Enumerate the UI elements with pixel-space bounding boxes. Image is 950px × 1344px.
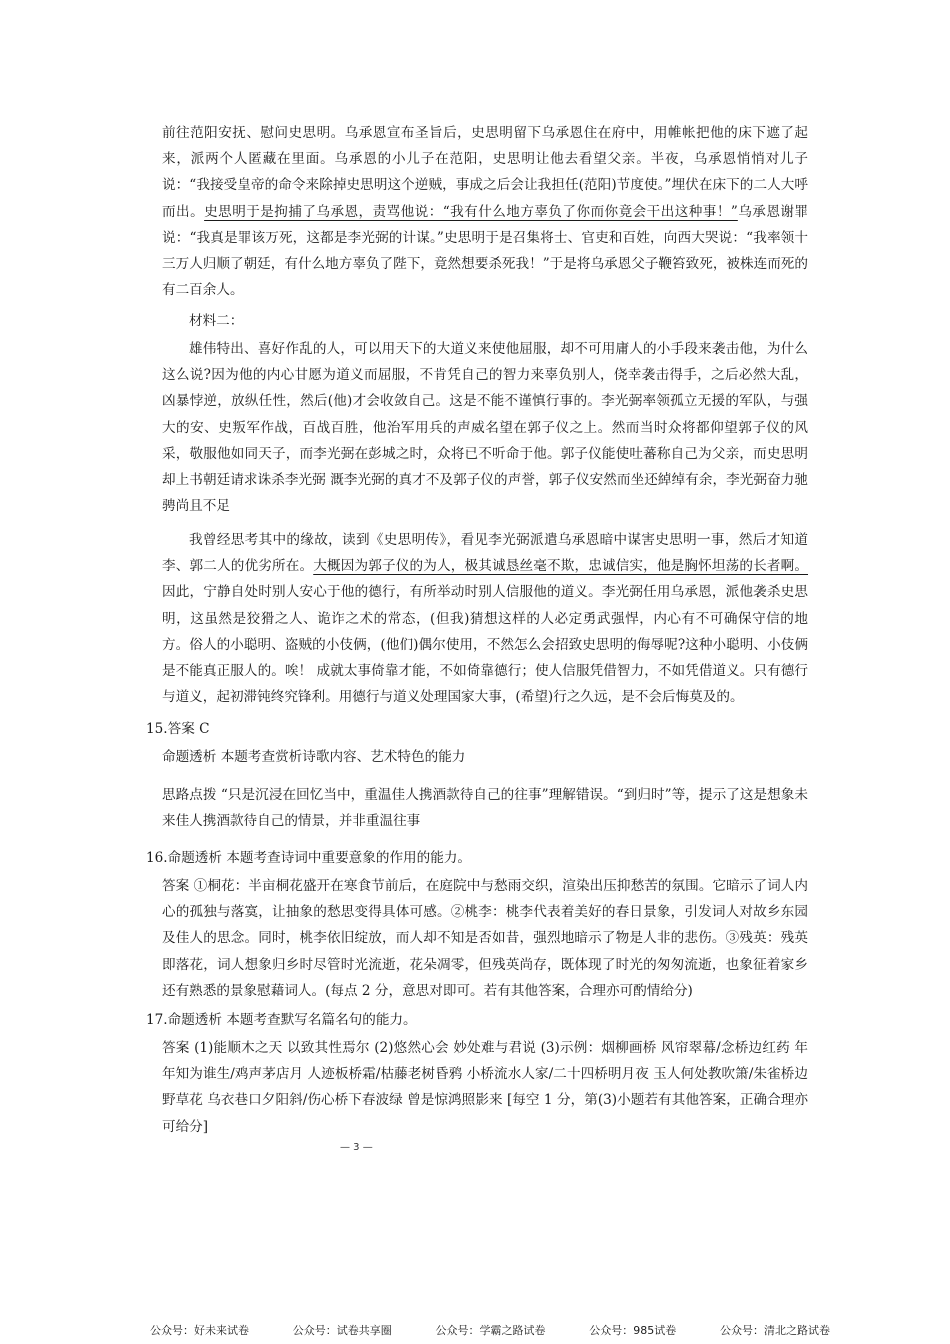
material1-text-b: 乌承恩谢罪说：“我真是罪该万死，这都是李光弼的计谋。”史思明于是召集将士、官吏和百姓，向西大哭说：“我率领十三万人归顺了朝廷，有什么地方辜负了陛下，竟然想要杀死我！”于是将乌承恩父子鞭笞致死，被株连而死的有二百余人。 [162,203,809,299]
footer-item: 公众号：985试卷 [589,1324,677,1337]
material2-paragraph-1: 雄伟特出、喜好作乱的人，可以用天下的大道义来使他屈服，却不可用庸人的小手段来袭击他，为什么这么说?因为他的内心甘愿为道义而屈服，不肯凭自己的智力来辜负别人，侥幸袭击得手，之后必然大乱，凶暴悖逆，放纵任性，然后(他)才会收敛自己。这是不能不谨慎行事的。李光弼率领孤立无援的军队，与强大的安、史叛军作战，百战百胜，他治军用兵的声威名望在郭子仪之上。然而当时众将都仰望郭子仪的风采，敬服他如同天子，而李光弼在彭城之时，众将已不听命于他。郭子仪能使吐蕃称自己为父亲，而史思明却上书朝廷请求诛杀李光弼 溉李光弼的真才不及郭子仪的声誉，郭子仪安然而坐还綽绰有余，李光弼奋力驰骋尚且不足 [162,341,808,515]
q16-heading: 16.命题透析 本题考查诗词中重要意象的作用的能力。 [146,850,472,866]
q16-answer: 答案 ①桐花：半亩桐花盛开在寒食节前后，在庭院中与愁雨交织，渲染出压抑愁苦的氛围。它暗示了词人内心的孤独与落寞，让抽象的愁思变得具体可感。②桃李：桃李代表着美好的春日景象，引发词人对故乡东园及佳人的思念。同时，桃李依旧绽放，而人却不知是否如昔，强烈地暗示了物是人非的悲伤。③残英：残英即落花，词人想象归乡时尽管时光流逝，花朵凋零，但残英尚存，既体现了时光的匆匆流逝，也象征着家乡还有熟悉的景象慰藉词人。(每点 2 分，意思对即可。若有其他答案，合理亦可酌情给分) [162,878,808,999]
footer-item: 公众号：清北之路试卷 [720,1324,830,1337]
material2-text-b: 因此，宁静自处时别人安心于他的德行，有所举动时别人信服他的道义。李光弼任用乌承恩，派他袭杀史思明，这虽然是狡猾之人、诡诈之术的常态，(但我)猜想这样的人必定勇武强悍，内心有不可确保守信的地方。俗人的小聪明、盗贼的小伎俩，(他们)偶尔使用，不然怎么会招致史思明的侮辱呢?这种小聪明、小伎俩是不能真正服人的。唉！ 成就太事倚靠才能，不如倚靠德行；使人信服凭借智力，不如凭借道义。只有德行与道义，起初滞钝终究锋利。用德行与道义处理国家大事，(希望)行之久远，是不会后悔莫及的。 [162,584,808,706]
q15-heading: 15.答案 C [146,721,210,737]
page-number: — 3 — [340,1142,373,1153]
material1-paragraph [162,120,808,303]
material2-underlined-sentence: 大概因为郭子仪的为人，极其诚恳丝毫不欺，忠诚信实，他是胸怀坦荡的长者啊。 [313,558,809,575]
material2-paragraph-2 [162,527,808,710]
material1-underlined-sentence: 史思明于是拘捕了乌承恩，责骂他说：“我有什么地方辜负了你而你竟会干出这种事！” [204,203,738,220]
q15-hint: 思路点拨 “只是沉浸在回忆当中，重温佳人携酒款待自己的往事”理解错误。“到归时”等，提示了这是想象未来佳人携酒款待自己的情景，并非重温往事 [162,787,808,830]
q17-heading: 17.命题透析 本题考查默写名篇名句的能力。 [146,1012,417,1028]
material2-text-a: 我曾经思考其中的缘故，读到《史思明传》，看见李光弼派遣乌承恩暗中谋害史思明一事，然后才知道李、郭二人的优劣所在。 [162,532,808,575]
material2-label: 材料二： [189,313,244,329]
q17-answer: 答案 (1)能顺木之天 以致其性焉尔 (2)悠然心会 妙处难与君说 (3)示例：烟柳画桥 风帘翠幕/念桥边红药 年年知为谁生/鸡声茅店月 人迹板桥霜/枯藤老树昏鸦 小桥流水人家/二十四桥明月夜 玉人何处教吹箫/朱雀桥边野草花 乌衣巷口夕阳斜/伤心桥下春波绿 曾是惊鸿照影来 [每空 1 分，第(3)小题若有其他答案，正确合理亦可给分] [162,1040,808,1135]
footer-bar [150,1322,830,1338]
footer-item: 公众号：好未来试卷 [150,1324,249,1337]
footer-item: 公众号：试卷共享圈 [292,1324,392,1337]
material1-text-a: 前往范阳安抚、慰问史思明。乌承恩宣布圣旨后，史思明留下乌承恩住在府中，用帷帐把他的床下遮了起来，派两个人匿藏在里面。乌承恩的小儿子在范阳，史思明让他去看望父亲。半夜，乌承恩悄悄对儿子说：“我接受皇帝的命令来除掉史思明这个逆贼，事成之后会让我担任(范阳)节度使。”埋伏在床下的二人大呼而出。 [162,125,808,220]
footer-item: 公众号：学霸之路试卷 [435,1324,546,1337]
q15-analysis: 命题透析 本题考查赏析诗歌内容、艺术特色的能力 [162,749,466,765]
